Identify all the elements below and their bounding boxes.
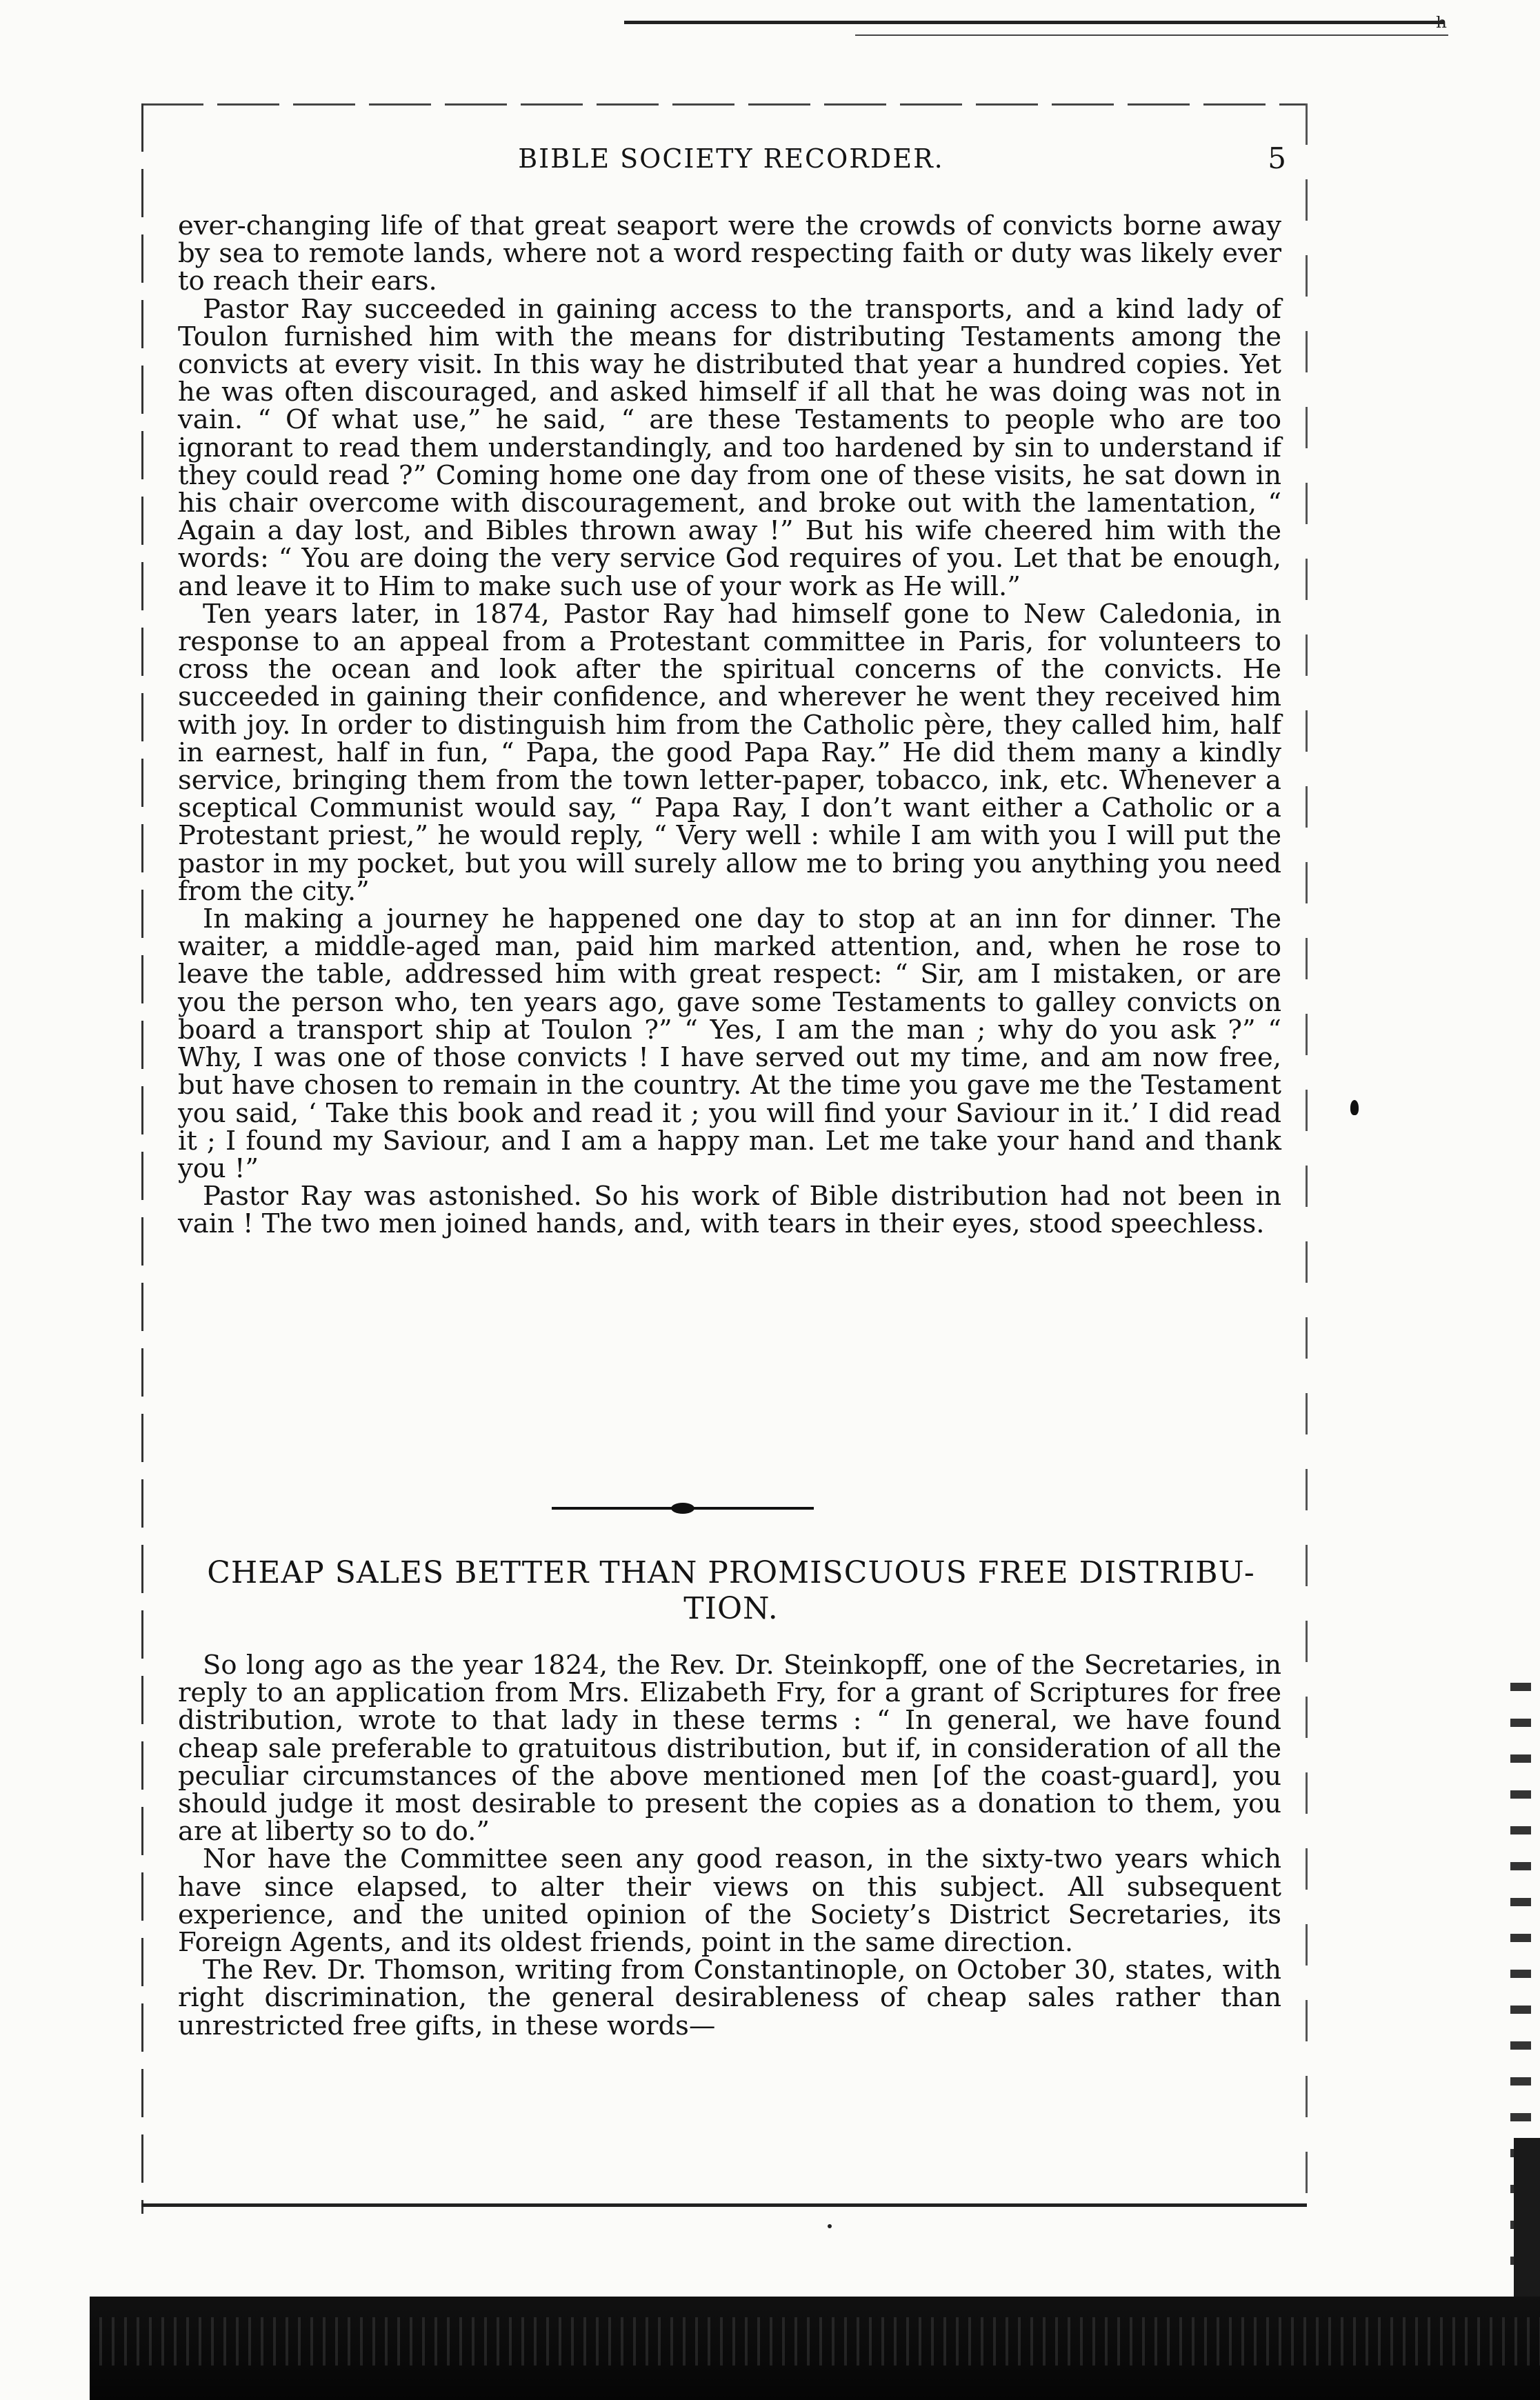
paragraph: Pastor Ray succeeded in gaining access to the transports, and a kind lady of Toulon furnished him with the means for distributing Testaments among the convicts at every visit. In this way he distributed that year a hundred copies. Yet he was often discouraged, and asked himself if all that he was doing was not in vain. “ Of what use,” he said, “ are these Testaments to people who are too ignorant to read them understandingly, and too hardened by sin to understand if they could read ?” Coming home one day from one of these visits, he sat down in his chair overcome with discouragement, and broke out with the lamentation, “ Again a day lost, and Bibles thrown away !” But his wife cheered him with the words: “ You are doing the very service God requires of you. Let that be enough, and leave it to Him to make such use of your work as He will.”	[178, 293, 1281, 602]
section-heading	[176, 1555, 1286, 1627]
scan-edge-shadow	[1514, 2138, 1540, 2297]
scan-bottom-band	[90, 2297, 1540, 2400]
scan-top-rule-thin	[855, 34, 1448, 36]
paragraph: In making a journey he happened one day to stop at an inn for dinner. The waiter, a middle-aged man, paid him marked attention, and, when he rose to leave the table, addressed him with great respect: “ Sir, am I mistaken, or are you the person who, ten years ago, gave some Testaments to galley convicts on board a transport ship at Toulon ?” “ Yes, I am the man ; why do you ask ?” “ Why, I was one of those convicts ! I have served out my time, and am now free, but have chosen to remain in the country. At the time you gave me the Testament you said, ‘ Take this book and read it ; you will find your Saviour in it.’ I did read it ; I found my Saviour, and I am a happy man. Let me take your hand and thank you !”	[178, 903, 1281, 1184]
ink-speck	[828, 2224, 832, 2228]
paragraph: So long ago as the year 1824, the Rev. Dr. Steinkopff, one of the Secretaries, in reply to an application from Mrs. Elizabeth Fry, for a grant of Scriptures for free distribution, wrote to that lady in these terms : “ In general, we have found cheap sale preferable to gratuitous distribution, but if, in consideration of all the peculiar circumstances of the above mentioned men [of the coast-guard], you should judge it most desirable to present the copies as a donation to them, you are at liberty so to do.”	[178, 1650, 1281, 1848]
section-divider-ornament	[671, 1503, 694, 1514]
paragraph: The Rev. Dr. Thomson, writing from Constantinople, on October 30, states, with right discrimination, the general desirableness of cheap sales rather than unrestricted free gifts, in these words—	[178, 1954, 1281, 2041]
section-heading-line: CHEAP SALES BETTER THAN PROMISCUOUS FREE DISTRIBU-	[207, 1555, 1255, 1590]
section-body	[178, 1652, 1281, 2040]
running-header	[176, 138, 1286, 179]
article-body	[178, 212, 1281, 1239]
page-frame-top	[141, 103, 1307, 106]
page-bottom-rule	[141, 2203, 1307, 2207]
paragraph: Ten years later, in 1874, Pastor Ray had himself gone to New Caledonia, in response to an appeal from a Protestant committee in Paris, for volunteers to cross the ocean and look after the spiritual concerns of the convicts. He succeeded in gaining their confidence, and wherever he went they received him with joy. In order to distinguish him from the Catholic père, they called him, half in earnest, half in fun, “ Papa, the good Papa Ray.” He did them many a kindly service, bringing them from the town letter-paper, tobacco, ink, etc. Whenever a sceptical Communist would say, “ Papa Ray, I don’t want either a Catholic or a Protestant priest,” he would reply, “ Very well : while I am with you I will put the pastor in my pocket, but you will surely allow me to bring you anything you need from the city.”	[178, 598, 1281, 907]
paragraph: ever-changing life of that great seaport were the crowds of convicts borne away by sea to remote lands, where not a word respecting faith or duty was likely ever to reach their ears.	[178, 210, 1281, 297]
paragraph: Pastor Ray was astonished. So his work of Bible distribution had not been in vain ! The two men joined hands, and, with tears in their eyes, stood speechless.	[178, 1181, 1281, 1240]
section-heading-line: TION.	[683, 1591, 779, 1626]
paragraph: Nor have the Committee seen any good reason, in the sixty-two years which have since elapsed, to alter their views on this subject. All subsequent experience, and the united opinion of the Society’s District Secretaries, its Foreign Agents, and its oldest friends, point in the same direction.	[178, 1843, 1281, 1959]
scan-top-rule	[624, 21, 1445, 24]
ink-blot	[1350, 1100, 1359, 1115]
page-number: 5	[1268, 141, 1286, 175]
page-frame-right	[1306, 103, 1308, 2214]
scan-corner-mark: ʰ	[1436, 12, 1448, 43]
running-title: BIBLE SOCIETY RECORDER.	[518, 143, 944, 174]
page-frame-left	[141, 103, 143, 2214]
